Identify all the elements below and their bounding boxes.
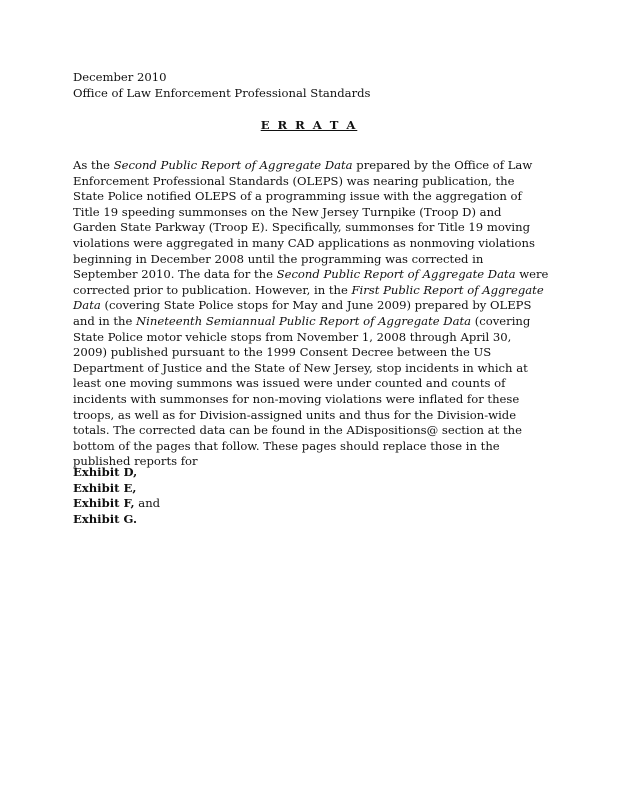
paragraph-line: bottom of the pages that follow. These pages should replace those in the xyxy=(73,438,500,453)
text-run: September 2010. The data for the xyxy=(73,267,277,282)
exhibit-item xyxy=(73,481,160,497)
document-header xyxy=(73,70,371,101)
exhibit-list xyxy=(73,465,160,527)
paragraph-line: incidents with summonses for non-moving violations were inflated for these xyxy=(73,391,520,406)
report-title: Data xyxy=(73,298,101,313)
paragraph-line: State Police notified OLEPS of a programming issue with the aggregation of xyxy=(73,189,522,204)
text-run: and in the xyxy=(73,313,137,328)
paragraph-line: Enforcement Professional Standards (OLEPS) was nearing publication, the xyxy=(73,173,515,188)
text-run: prepared by the Office of Law xyxy=(352,158,533,172)
paragraph-line: published reports for xyxy=(73,454,198,469)
exhibit-label: Exhibit E, xyxy=(73,480,137,495)
paragraph-line: totals. The corrected data can be found in the ADispositions@ section at the xyxy=(73,423,522,438)
exhibit-item xyxy=(73,465,160,481)
text-run: As the xyxy=(73,158,114,172)
header-date: December 2010 xyxy=(73,70,167,84)
paragraph-line xyxy=(73,267,547,283)
exhibit-label: Exhibit G. xyxy=(73,511,138,526)
report-title: First Public Report of Aggregate xyxy=(351,282,544,297)
text-run: (covering State Police stops for May and June 2009) prepared by OLEPS xyxy=(100,298,532,313)
exhibit-conjunction: and xyxy=(134,496,161,511)
paragraph-line: Department of Justice and the State of New Jersey, stop incidents in which at xyxy=(73,360,528,375)
paragraph-line: violations were aggregated in many CAD applications as nonmoving violations xyxy=(73,235,535,250)
paragraph-line: Title 19 speeding summonses on the New Jersey Turnpike (Troop D) and xyxy=(73,204,502,219)
exhibit-label: Exhibit D, xyxy=(73,465,138,479)
errata-paragraph xyxy=(73,158,547,470)
text-run: were xyxy=(515,267,549,282)
paragraph-line: beginning in December 2008 until the programming was corrected in xyxy=(73,251,484,266)
paragraph-line xyxy=(73,298,547,314)
exhibit-label: Exhibit F, xyxy=(73,496,135,511)
paragraph-line xyxy=(73,283,547,299)
page-title: E R R A T A xyxy=(260,118,358,132)
header-office: Office of Law Enforcement Professional Standards xyxy=(73,85,371,100)
text-run: corrected prior to publication. However, in the xyxy=(73,282,352,297)
paragraph-line: Garden State Parkway (Troop E). Specifically, summonses for Title 19 moving xyxy=(73,220,530,235)
exhibit-item xyxy=(73,496,160,512)
exhibit-item xyxy=(73,512,160,528)
paragraph-line: troops, as well as for Division-assigned units and thus for the Division-wide xyxy=(73,407,517,422)
paragraph-line: State Police motor vehicle stops from November 1, 2008 through April 30, xyxy=(73,329,512,344)
report-title: Second Public Report of Aggregate Data xyxy=(276,267,516,282)
paragraph-line: least one moving summons was issued were under counted and counts of xyxy=(73,376,506,391)
report-title: Second Public Report of Aggregate Data xyxy=(113,158,353,172)
report-title: Nineteenth Semiannual Public Report of Aggregate Data xyxy=(136,313,472,328)
text-run: (covering xyxy=(471,313,531,328)
paragraph-line xyxy=(73,158,547,174)
paragraph-line xyxy=(73,314,547,330)
paragraph-line: 2009) published pursuant to the 1999 Consent Decree between the US xyxy=(73,345,492,360)
